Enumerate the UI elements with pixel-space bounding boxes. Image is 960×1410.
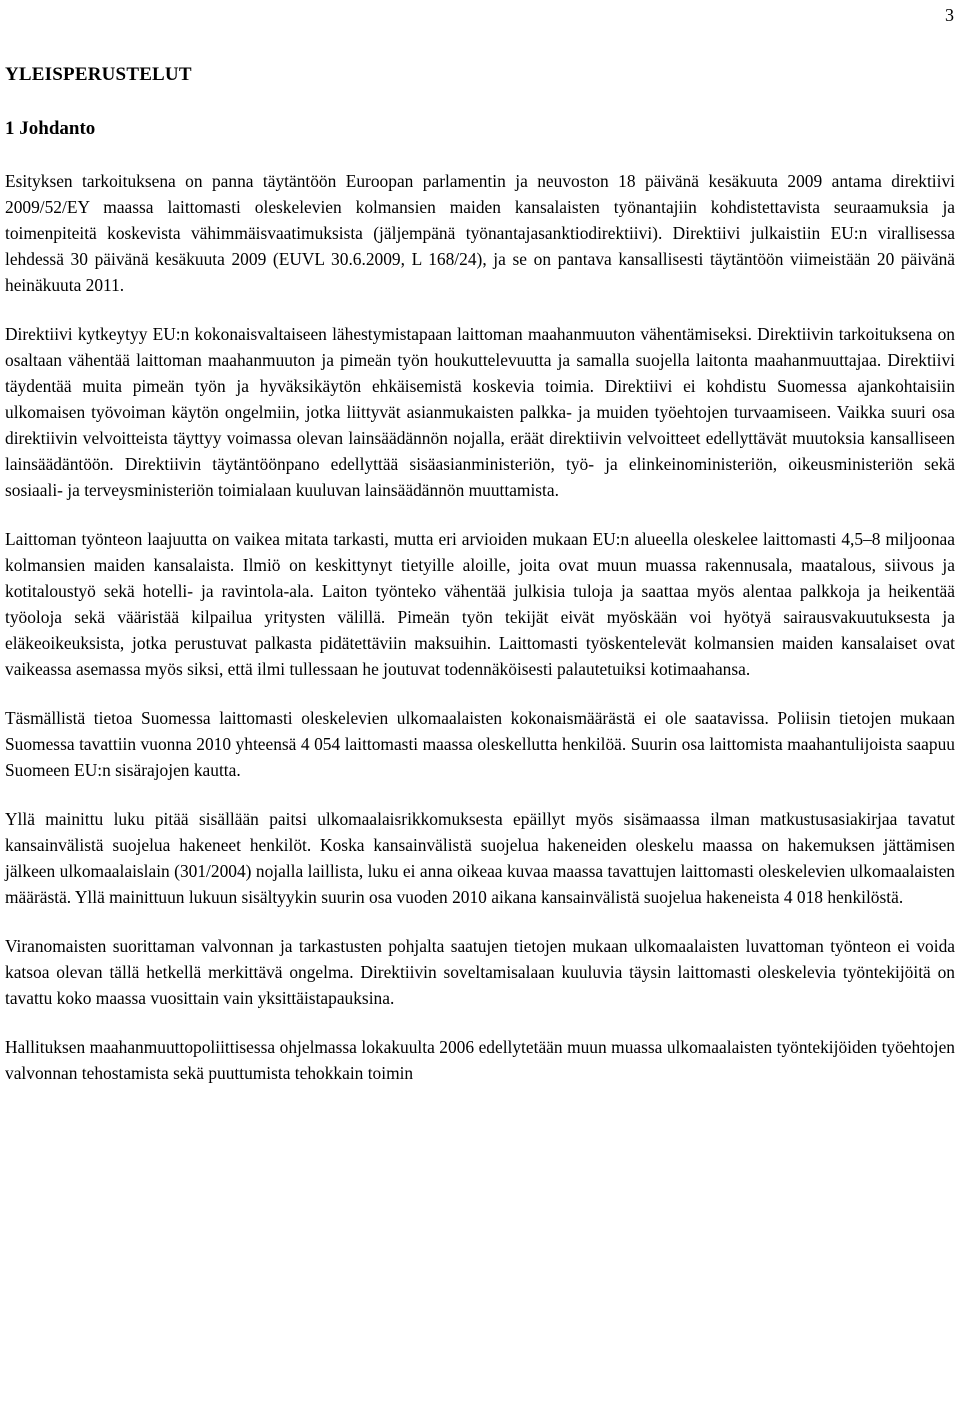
paragraph: Direktiivi kytkeytyy EU:n kokonaisvaltaiseen lähestymistapaan laittoman maahanmuuton vähentämiseksi. Direktiivin tarkoituksena on osaltaan vähentää laittoman maahanmuuton ja pimeän työn houkuttelevuutta ja samalla suojella laitonta maahanmuuttajaa. Direktiivi täydentää muita pimeän työn ja hyväksikäytön ehkäisemistä koskevia toimia. Direktiivi ei kohdistu Suomessa ajankohtaisiin ulkomaisen työvoiman käytön ongelmiin, jotka liittyvät asianmukaisten palkka- ja muiden työehtojen turvaamiseen. Vaikka suuri osa direktiivin velvoitteista täyttyy voimassa olevan lainsäädännön nojalla, eräät direktiivin velvoitteet edellyttävät muutoksia kansalliseen lainsäädäntöön. Direktiivin täytäntöönpano edellyttää sisäasianministeriön, työ- ja elinkeinoministeriön, oikeusministeriön sekä sosiaali- ja terveysministeriön toimialaan kuuluvan lainsäädännön muuttamista. (5, 324, 955, 500)
paragraph-list (5, 168, 955, 1086)
subsection-heading: 1 Johdanto (5, 118, 96, 139)
paragraph: Laittoman työnteon laajuutta on vaikea mitata tarkasti, mutta eri arvioiden mukaan EU:n alueella oleskelee laittomasti 4,5–8 miljoonaa kolmansien maiden kansalaista. Ilmiö on keskittynyt tietyille aloille, joita ovat muun muassa rakennusala, maatalous, siivous ja kotitaloustyö sekä hotelli- ja ravintola-ala. Laiton työnteko vähentää julkisia tuloja ja saattaa myös alentaa palkkoja ja heikentää työoloja sekä vääristää kilpailua yritysten välillä. Pimeän työn tekijät eivät myöskään voi hyötyä sairausvakuutuksesta ja eläkeoikeuksista, jotka perustuvat palkasta pidätettäviin maksuihin. Laittomasti työskentelevät kolmansien maiden kansalaiset ovat vaikeassa asemassa myös siksi, että ilmi tullessaan he joutuvat todennäköisesti palautetuiksi kotimaahansa. (5, 529, 955, 679)
section-title: YLEISPERUSTELUT (5, 64, 192, 85)
paragraph: Täsmällistä tietoa Suomessa laittomasti oleskelevien ulkomaalaisten kokonaismäärästä ei ole saatavissa. Poliisin tietojen mukaan Suomessa tavattiin vuonna 2010 yhteensä 4 054 laittomasti maassa oleskellutta henkilöä. Suurin osa laittomista maahantulijoista saapuu Suomeen EU:n sisärajojen kautta. (5, 708, 955, 780)
paragraph: Hallituksen maahanmuuttopoliittisessa ohjelmassa lokakuulta 2006 edellytetään muun muassa ulkomaalaisten työntekijöiden työehtojen valvonnan tehostamista sekä puuttumista tehokkain toimin (5, 1037, 955, 1083)
paragraph: Yllä mainittu luku pitää sisällään paitsi ulkomaalaisrikkomuksesta epäillyt myös sisämaassa ilman matkustusasiakirjaa tavatut kansainvälistä suojelua hakeneet henkilöt. Koska kansainvälistä suojelua hakeneiden oleskelu maassa on hakemuksen jättämisen jälkeen ulkomaalaislain (301/2004) nojalla laillista, luku ei anna oikeaa kuvaa maassa tavattujen laittomasti oleskelevien ulkomaalaisten määrästä. Yllä mainittuun lukuun sisältyykin suurin osa vuoden 2010 aikana kansainvälistä suojelua hakeneista 4 018 henkilöstä. (5, 809, 955, 907)
paragraph: Esityksen tarkoituksena on panna täytäntöön Euroopan parlamentin ja neuvoston 18 päivänä kesäkuuta 2009 antama direktiivi 2009/52/EY maassa laittomasti oleskelevien kolmansien maiden kansalaisten työnantajiin kohdistettavista seuraamuksia ja toimenpiteitä koskevista vähimmäisvaatimuksista (jäljempänä työnantajasanktiodirektiivi). Direktiivi julkaistiin EU:n virallisessa lehdessä 30 päivänä kesäkuuta 2009 (EUVL 30.6.2009, L 168/24), ja se on pantava kansallisesti täytäntöön viimeistään 20 päivänä heinäkuuta 2011. (5, 171, 955, 295)
paragraph: Viranomaisten suorittaman valvonnan ja tarkastusten pohjalta saatujen tietojen mukaan ulkomaalaisten luvattoman työnteon ei voida katsoa olevan tällä hetkellä merkittävä ongelma. Direktiivin soveltamisalaan kuuluvia täysin laittomasti oleskelevia työntekijöitä on tavattu koko maassa vuosittain vain yksittäistapauksina. (5, 936, 955, 1008)
document-body (5, 62, 955, 1109)
page-number: 3 (945, 5, 954, 25)
